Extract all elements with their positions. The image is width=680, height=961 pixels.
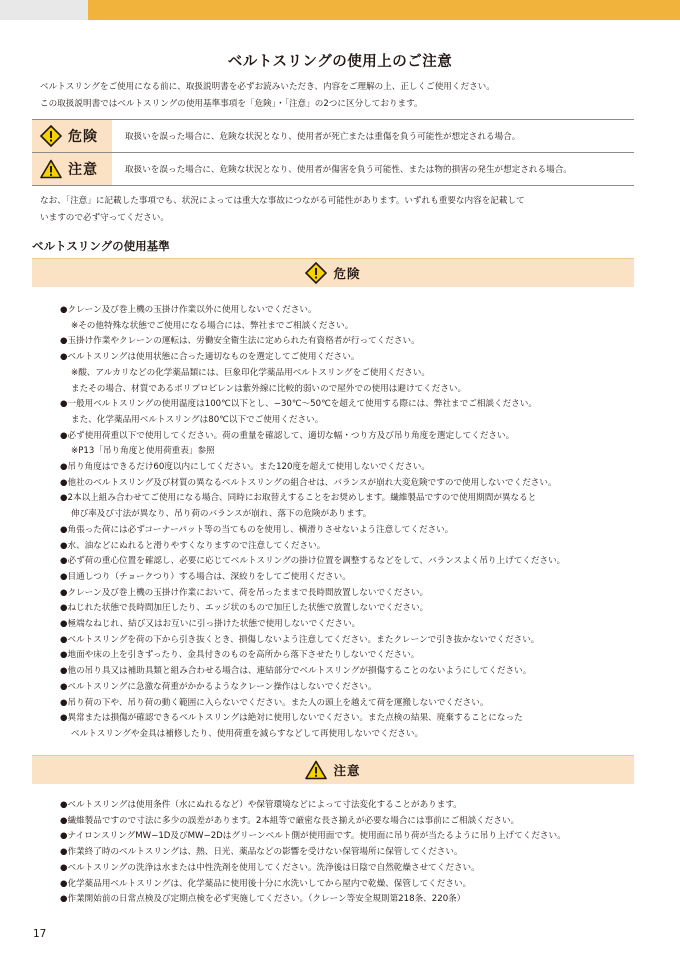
list-item: ●極端なねじれ、結び又はお互いに引っ掛けた状態で使用しないでください。 (60, 619, 361, 630)
list-item: ●他の吊り具又は補助具類と組み合わせる場合は、連結部分でベルトスリングが損傷することのないようにしてください。 (60, 666, 532, 677)
warning-label-caution (32, 153, 112, 185)
caution-list (60, 798, 650, 908)
list-item: ●ベルトスリングの洗浄は水または中性洗剤を使用してください。洗浄後は日陰で自然乾燥させてください。 (60, 862, 480, 873)
warning-triangle-icon (305, 760, 327, 780)
intro-text (40, 79, 650, 113)
list-item: ●角張った荷には必ずコーナーパット等の当てものを使用し、横滑りさせないよう注意してください。 (60, 524, 454, 535)
warning-row-caution (32, 153, 634, 186)
list-item: ●地面や床の上を引きずったり、金具付きのものを高所から落下させたりしないでください。 (60, 650, 420, 661)
page-title: ベルトスリングの使用上のご注意 (227, 54, 453, 70)
caution-heading-band (32, 755, 634, 784)
list-subitem: 伸び率及び寸法が異なり、吊り荷のバランスが崩れ、落下の危険があります。 (71, 509, 372, 520)
list-item: ●吊り荷の下や、吊り荷の動く範囲に入らないでください。また人の頭上を越えて荷を運搬しないでください。 (60, 697, 489, 708)
list-item: ●クレーン及び巻上機の玉掛け作業以外に使用しないでください。 (60, 305, 317, 315)
list-item: ●ねじれた状態で長時間加圧したり、エッジ状のもので加圧した状態で放置しないでください。 (60, 603, 429, 614)
list-item: ●ナイロンスリングMW−1D及びMW−2Dはグリーンベルト側が使用面です。使用面に吊り荷が当たるように吊り上げてください。 (60, 831, 566, 842)
list-item: ●繊維製品ですので寸法に多少の誤差があります。2本組等で厳密な長さ揃えが必要な場合には事前にご相談ください。 (60, 815, 520, 826)
list-item: ●化学薬品用ベルトスリングは、化学薬品に使用後十分に水洗いしてから屋内で乾燥、保管してください。 (60, 878, 472, 889)
warning-triangle-icon (40, 159, 62, 179)
warning-label-text: 注意 (68, 162, 98, 178)
list-subitem: ※酸、アルカリなどの化学薬品類には、巨象印化学薬品用ベルトスリングをご使用ください。 (71, 367, 430, 378)
warning-diamond-icon (305, 262, 327, 284)
list-item: ●必ず荷の重心位置を確認し、必要に応じてベルトスリングの掛け位置を調整するなどをして、バランスよく吊り上げてください。 (60, 556, 566, 567)
danger-heading: 危険 (333, 266, 361, 281)
list-item: ●作業終了時のベルトスリングは、熱、日光、薬品などの影響を受けない保管場所に保管してください。 (60, 847, 463, 858)
list-item: ●玉掛け作業やクレーンの運転は、労働安全衛生法に定められた有資格者が行ってください。 (60, 336, 420, 347)
list-item: ●作業開始前の日常点検及び定期点検を必ず実施してください。（クレーン等安全規則第218条、220条） (60, 894, 466, 905)
warning-description: 取扱いを誤った場合に、危険な状況となり、使用者が傷害を負う可能性、または物的損害の発生が想定される場合。 (125, 165, 572, 175)
danger-list (60, 303, 650, 743)
warning-description: 取扱いを誤った場合に、危険な状況となり、使用者が死亡または重傷を負う可能性が想定される場合。 (125, 132, 521, 142)
list-subitem: ※その他特殊な状態でご使用になる場合には、弊社までご相談ください。 (71, 320, 354, 331)
list-item: ●吊り角度はできるだけ60度以内にしてください。また120度を超えて使用しないでください。 (60, 462, 430, 473)
list-subitem: ※P13「吊り角度と使用荷重表」参照 (71, 446, 215, 457)
warning-label-text: 危険 (68, 129, 98, 145)
list-subitem: またその場合、材質であるポリプロピレンは紫外線に比較的弱いので屋外での使用は避けてください。 (71, 383, 467, 394)
list-item: ●ベルトスリングは使用条件（水にぬれるなど）や保管環境などによって寸法変化することがあります。 (60, 800, 462, 810)
list-item: ●目通しつり（チョークつり）する場合は、深絞りをしてご使用ください。 (60, 571, 351, 582)
page-number: 17 (33, 928, 47, 940)
list-item: ●異常または損傷が確認できるベルトスリングは絶対に使用しないでください。また点検の結果、廃棄することになった (60, 713, 523, 724)
warning-label-danger (32, 120, 112, 152)
header-accent-bar (88, 0, 680, 20)
list-item: ●必ず使用荷重以下で使用してください。荷の重量を確認して、適切な幅・つり方及び吊り角度を選定してください。 (60, 430, 515, 441)
list-item: ●他社のベルトスリング及び材質の異なるベルトスリングの組合せは、バランスが崩れ大変危険ですので使用しないでください。 (60, 477, 557, 488)
list-item: ●ベルトスリングは使用状態に合った適切なものを選定してご使用ください。 (60, 352, 360, 363)
note-line: なお、「注意」に記載した事項でも、状況によっては重大な事故につながる可能性があります。いずれも重要な内容を記載して (40, 196, 525, 206)
note-text (40, 193, 640, 226)
caution-heading: 注意 (333, 763, 361, 778)
list-item: ●クレーン及び巻上機の玉掛け作業において、荷を吊ったままで長時間放置しないでください。 (60, 587, 429, 598)
list-item: ●一般用ベルトスリングの使用温度は100℃以下とし、−30℃〜50℃を超えて使用する際には、弊社までご相談ください。 (60, 399, 537, 410)
list-item: ●2本以上組み合わせてご使用になる場合、同時にお取替えすることをお奨めします。繊維製品ですので使用期間が異なると (60, 493, 537, 504)
warning-definition-table (32, 119, 634, 186)
warning-row-danger (32, 120, 634, 153)
intro-line: ベルトスリングをご使用になる前に、取扱説明書を必ずお読みいただき、内容をご理解の上、正しくご使用ください。 (40, 82, 495, 92)
list-item: ●ベルトスリングに急激な荷重がかかるようなクレーン操作はしないでください。 (60, 681, 377, 692)
note-line: いますので必ず守ってください。 (40, 212, 169, 223)
warning-diamond-icon (40, 125, 62, 147)
danger-heading-band (32, 258, 634, 287)
list-subitem: また、化学薬品用ベルトスリングは80℃以下でご使用ください。 (71, 414, 324, 425)
section-title: ベルトスリングの使用基準 (32, 239, 170, 253)
list-item: ●水、油などにぬれると滑りやすくなりますので注意してください。 (60, 540, 326, 551)
list-item: ●ベルトスリングを荷の下から引き抜くとき、損傷しないよう注意してください。またクレーンで引き抜かないでください。 (60, 634, 540, 645)
list-subitem: ベルトスリングや金具は補修したり、使用荷重を減らすなどして再使用しないでください。 (71, 728, 424, 739)
intro-line: この取扱説明書ではベルトスリングの使用基準事項を「危険」・「注意」の2つに区分しております。 (40, 99, 423, 109)
